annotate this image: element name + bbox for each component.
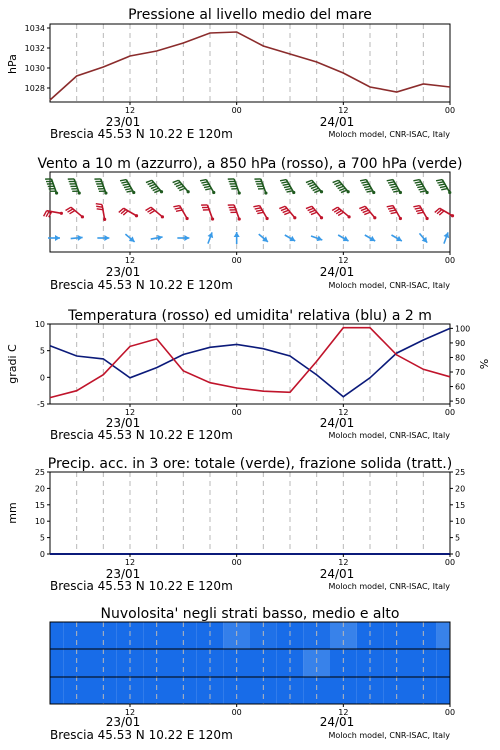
- wind-barb-feather: [306, 206, 312, 208]
- wind-date-2: 24/01: [319, 265, 355, 279]
- wind-barb-feather: [120, 180, 126, 181]
- wind-barb-feather: [96, 206, 102, 207]
- wind-barb-feather: [391, 212, 397, 213]
- x-tick-label: 12: [124, 558, 136, 567]
- wind-barb-tip: [160, 190, 163, 193]
- wind-barb-feather: [281, 208, 287, 210]
- wind-arrow-head-10m: [104, 235, 109, 241]
- cloud-xticks: [125, 704, 455, 717]
- wind-barb-feather: [124, 186, 130, 187]
- x-tick-label: 00: [444, 408, 456, 417]
- x-tick-label: 00: [231, 708, 242, 717]
- wind-barb-feather: [416, 184, 422, 185]
- wind-barb-tip: [373, 216, 376, 219]
- wind-barb-tip: [347, 215, 350, 218]
- x-tick-label: 00: [444, 558, 456, 567]
- wind-barb-tip: [212, 191, 215, 194]
- wind-barb-feather: [388, 208, 394, 209]
- cloud-location: Brescia 45.53 N 10.22 E 120m: [50, 728, 233, 742]
- wind-barb-feather: [413, 180, 419, 181]
- pressure-location: Brescia 45.53 N 10.22 E 120m: [50, 127, 233, 141]
- wind-barb-feather: [257, 212, 263, 213]
- y-tick-label: 15: [34, 500, 45, 510]
- wind-barb-feather: [280, 180, 286, 181]
- wind-barb-feather: [146, 180, 152, 182]
- cloud-cell-basso: [250, 677, 277, 704]
- cloud-cell-basso: [63, 677, 90, 704]
- wind-barb-feather: [360, 180, 366, 181]
- precip-frame: [50, 472, 450, 554]
- wind-barb-feather: [149, 184, 155, 186]
- wind-barb-feather: [415, 182, 421, 183]
- wind-barb-feather: [174, 182, 180, 184]
- wind-barb-feather: [96, 204, 102, 205]
- wind-barb-feather: [200, 180, 206, 181]
- wind-barb-tip: [238, 217, 241, 220]
- wind-barb-feather: [151, 186, 157, 188]
- x-tick-label: 12: [124, 256, 136, 265]
- wind-barb-tip: [187, 190, 190, 193]
- cloud-cell-basso: [277, 677, 304, 704]
- wind-barb-feather: [123, 184, 129, 185]
- cloud-date-2: 24/01: [319, 715, 355, 729]
- precip-title: Precip. acc. in 3 ore: totale (verde), frazione solida (tratt.): [47, 456, 453, 472]
- wind-barb-feather: [420, 191, 426, 192]
- y-tick-label: 5: [39, 533, 45, 543]
- wind-barb-feather: [255, 208, 261, 209]
- precip-yticks-right: [450, 468, 465, 559]
- temp-rh-location: Brescia 45.53 N 10.22 E 120m: [50, 428, 233, 442]
- wind-barb-feather: [413, 206, 419, 207]
- x-tick-label: 00: [444, 256, 456, 265]
- wind-barb-tip: [238, 191, 241, 194]
- y-tick-label: 10: [34, 320, 45, 329]
- cloud-cell-basso: [410, 677, 437, 704]
- wind-barb-feather: [153, 188, 159, 190]
- wind-barb-feather: [416, 210, 422, 211]
- temp-ylabel: gradi C: [6, 344, 19, 384]
- y-tick-label: 0: [39, 550, 45, 559]
- temp-rh-xticks: [125, 404, 455, 417]
- cloud-cell-basso: [330, 677, 357, 704]
- x-tick-label: 12: [124, 708, 136, 717]
- rh-yticks: [450, 324, 470, 406]
- wind-barb-tip: [320, 190, 323, 193]
- wind-barb-feather: [281, 182, 287, 183]
- x-tick-label: 12: [338, 106, 349, 115]
- wind-credit: Moloch model, CNR-ISAC, Italy: [328, 281, 450, 290]
- x-tick-label: 12: [338, 558, 349, 567]
- wind-barb-feather: [173, 180, 179, 182]
- wind-title: Vento a 10 m (azzurro), a 850 hPa (rosso), a 700 hPa (verde): [37, 156, 463, 172]
- cloud-cell-basso: [143, 677, 170, 704]
- x-tick-label: 12: [338, 256, 349, 265]
- wind-barb-feather: [419, 189, 425, 190]
- wind-barb-feather: [176, 210, 182, 211]
- wind-barb-feather: [361, 182, 367, 183]
- y-tick-label-right: 90: [455, 338, 466, 348]
- wind-barb-feather: [415, 208, 421, 209]
- wind-barb-feather: [363, 210, 369, 212]
- wind-barb-feather: [393, 191, 399, 192]
- cloud-cell-medio: [437, 649, 450, 677]
- cloud-cell-basso: [50, 677, 63, 704]
- wind-barb-feather: [365, 189, 371, 190]
- temp-yticks: [35, 320, 50, 409]
- temp-rh-gridlines: [77, 324, 424, 404]
- wind-barb-tip: [451, 214, 454, 217]
- wind-barb-feather: [392, 189, 398, 190]
- wind-location: Brescia 45.53 N 10.22 E 120m: [50, 278, 233, 292]
- y-tick-label: 1030: [24, 64, 45, 73]
- wind-barb-tip: [55, 191, 58, 194]
- cloud-title: Nuvolosita' negli strati basso, medio e alto: [100, 606, 400, 622]
- y-tick-label: 20: [34, 484, 45, 494]
- wind-barb-feather: [154, 190, 160, 192]
- y-tick-label-right: 20: [455, 484, 466, 494]
- cloud-cell-alto: [50, 622, 63, 649]
- pressure-panel: [6, 7, 455, 141]
- wind-barb-feather: [311, 186, 317, 188]
- wind-barb-feather: [387, 180, 393, 181]
- wind-barb-tip: [135, 214, 138, 217]
- wind-barb-feather: [437, 182, 443, 183]
- wind-arrow-head-10m: [184, 235, 189, 241]
- cloud-cell-basso: [357, 677, 384, 704]
- wind-barb-feather: [201, 182, 207, 183]
- pressure-line: [50, 32, 450, 100]
- wind-barb-feather: [148, 182, 154, 184]
- pressure-credit: Moloch model, CNR-ISAC, Italy: [328, 130, 450, 139]
- pressure-date-2: 24/01: [319, 115, 355, 129]
- wind-barbs: [44, 179, 454, 244]
- y-tick-label: 10: [34, 517, 45, 527]
- y-tick-label: 25: [34, 468, 45, 477]
- wind-barb-feather: [285, 189, 291, 190]
- y-tick-label: -5: [37, 400, 45, 409]
- y-tick-label-right: 0: [455, 550, 461, 559]
- y-tick-label-right: 15: [455, 500, 466, 510]
- wind-barb-feather: [283, 184, 289, 185]
- wind-barb-tip: [293, 216, 296, 219]
- cloud-cell-basso: [223, 677, 250, 704]
- precip-gridlines: [77, 472, 424, 554]
- wind-barb-tip: [60, 212, 63, 215]
- y-tick-label-right: 60: [455, 382, 466, 392]
- wind-xticks: [125, 252, 455, 265]
- x-tick-label: 00: [444, 708, 456, 717]
- y-tick-label-right: 25: [455, 468, 466, 477]
- x-tick-label: 12: [124, 106, 136, 115]
- x-tick-label: 12: [338, 708, 349, 717]
- wind-barb-feather: [308, 208, 314, 210]
- cloud-cells: [50, 622, 450, 704]
- pressure-yticks: [25, 24, 50, 93]
- wind-barb-feather: [205, 189, 211, 190]
- cloud-cell-basso: [170, 677, 197, 704]
- cloud-cell-basso: [303, 677, 330, 704]
- wind-barb-feather: [97, 209, 103, 210]
- wind-barb-tip: [347, 190, 350, 193]
- wind-barb-tip: [425, 217, 428, 220]
- y-tick-label-right: 10: [455, 517, 466, 527]
- wind-barb-feather: [283, 210, 289, 212]
- wind-barb-feather: [313, 188, 319, 190]
- y-tick-label-right: 50: [455, 397, 466, 407]
- wind-barb-feather: [333, 180, 339, 182]
- wind-barb-feather: [203, 184, 209, 185]
- y-tick-label-right: 100: [455, 324, 471, 334]
- cloud-cell-alto: [437, 622, 450, 649]
- wind-arrow-head-10m: [234, 232, 240, 237]
- precip-ylabel: mm: [6, 502, 19, 524]
- y-tick-label: 1034: [24, 24, 45, 33]
- pressure-ylabel: hPa: [6, 54, 19, 74]
- wind-barb-feather: [284, 212, 290, 214]
- wind-barb-feather: [387, 206, 393, 207]
- wind-barb-feather: [253, 206, 259, 207]
- cloud-credit: Moloch model, CNR-ISAC, Italy: [328, 731, 450, 740]
- wind-barb-tip: [399, 217, 402, 220]
- wind-barb-tip: [448, 191, 451, 194]
- rh-ylabel: %: [478, 358, 491, 370]
- wind-barb-tip: [78, 191, 81, 194]
- wind-arrow-head-10m: [55, 235, 60, 241]
- y-tick-label: 1032: [24, 44, 45, 53]
- wind-barb-feather: [363, 184, 369, 185]
- wind-barb-tip: [161, 215, 164, 218]
- precip-location: Brescia 45.53 N 10.22 E 120m: [50, 579, 233, 593]
- wind-barb-feather: [314, 190, 320, 192]
- cloud-cell-basso: [90, 677, 117, 704]
- wind-barb-feather: [389, 184, 395, 185]
- pressure-date-1: 23/01: [105, 115, 141, 129]
- x-tick-label: 00: [444, 106, 456, 115]
- wind-panel: [37, 156, 462, 292]
- pressure-title: Pressione al livello medio del mare: [128, 7, 372, 23]
- precip-date-1: 23/01: [105, 567, 141, 581]
- y-tick-label-right: 5: [455, 533, 461, 543]
- cloud-cell-basso: [197, 677, 224, 704]
- wind-barb-tip: [185, 217, 188, 220]
- x-tick-label: 12: [338, 408, 349, 417]
- cloud-cell-basso: [117, 677, 144, 704]
- temperature-line: [50, 328, 450, 398]
- wind-barb-feather: [178, 186, 184, 188]
- x-tick-label: 12: [124, 408, 136, 417]
- wind-barb-feather: [440, 186, 446, 187]
- wind-arrow-head-10m: [77, 235, 82, 241]
- x-tick-label: 00: [231, 558, 242, 567]
- wind-barb-feather: [361, 208, 367, 210]
- wind-barb-tip: [81, 215, 84, 218]
- wind-barb-feather: [204, 186, 210, 187]
- temp-rh-panel: [6, 308, 491, 442]
- wind-barb-feather: [341, 190, 347, 192]
- wind-barb-feather: [179, 188, 185, 190]
- wind-barb-tip: [264, 191, 267, 194]
- y-tick-label: 0: [39, 373, 45, 383]
- wind-barb-feather: [334, 182, 340, 184]
- wind-barb-feather: [364, 212, 370, 214]
- y-tick-label-right: 80: [455, 353, 466, 363]
- temp-rh-date-2: 24/01: [319, 416, 355, 430]
- wind-barb-tip: [320, 216, 323, 219]
- wind-barb-feather: [338, 186, 344, 188]
- wind-barb-feather: [279, 206, 285, 208]
- wind-barb-feather: [336, 184, 342, 186]
- temp-rh-credit: Moloch model, CNR-ISAC, Italy: [328, 431, 450, 440]
- cloud-cell-basso: [383, 677, 410, 704]
- wind-barb-feather: [439, 184, 445, 185]
- wind-barb-tip: [211, 217, 214, 220]
- precip-panel: [6, 456, 465, 593]
- precip-credit: Moloch model, CNR-ISAC, Italy: [328, 582, 450, 591]
- x-tick-label: 00: [231, 106, 242, 115]
- wind-date-1: 23/01: [105, 265, 141, 279]
- wind-barb-feather: [306, 180, 312, 182]
- pressure-gridlines: [77, 24, 424, 102]
- wind-barb-feather: [309, 184, 315, 186]
- pressure-xticks: [125, 102, 455, 115]
- wind-barb-feather: [309, 210, 315, 212]
- wind-barb-feather: [173, 206, 179, 207]
- temp-rh-date-1: 23/01: [105, 416, 141, 430]
- wind-barb-feather: [176, 184, 182, 186]
- wind-barb-feather: [175, 208, 181, 209]
- y-tick-label: 1028: [24, 84, 45, 93]
- y-tick-label-right: 70: [455, 368, 466, 377]
- wind-barb-feather: [436, 180, 442, 181]
- wind-barb-feather: [121, 182, 127, 183]
- wind-barb-feather: [441, 189, 447, 190]
- y-tick-label: 5: [39, 346, 45, 356]
- cloud-cell-medio: [50, 649, 63, 677]
- wind-barb-tip: [103, 218, 106, 221]
- x-tick-label: 00: [231, 408, 242, 417]
- wind-barb-tip: [104, 191, 107, 194]
- wind-frame: [50, 172, 450, 252]
- wind-barb-feather: [125, 189, 131, 190]
- x-tick-label: 00: [231, 256, 242, 265]
- wind-barb-feather: [417, 186, 423, 187]
- cloud-cell-basso: [437, 677, 450, 704]
- wind-barb-feather: [359, 206, 365, 208]
- cloud-date-1: 23/01: [105, 715, 141, 729]
- precip-xticks: [125, 554, 455, 567]
- temp-rh-title: Temperatura (rosso) ed umidita' relativa (blu) a 2 m: [68, 308, 432, 324]
- wind-barb-feather: [364, 186, 370, 187]
- humidity-line: [50, 328, 450, 396]
- precip-date-2: 24/01: [319, 567, 355, 581]
- wind-barb-feather: [256, 210, 262, 211]
- wind-barb-feather: [367, 191, 373, 192]
- wind-barb-feather: [284, 186, 290, 187]
- wind-barb-tip: [265, 217, 268, 220]
- wind-barb-feather: [287, 191, 293, 192]
- wind-barb-feather: [417, 212, 423, 213]
- precip-yticks-left: [35, 468, 50, 559]
- wind-barb-feather: [389, 210, 395, 211]
- wind-barb-feather: [339, 188, 345, 190]
- wind-barb-feather: [311, 212, 317, 214]
- cloud-panel: [50, 606, 455, 742]
- wind-barb-feather: [308, 182, 314, 184]
- wind-barb-feather: [391, 186, 397, 187]
- wind-barb-feather: [127, 191, 133, 192]
- wind-barb-feather: [388, 182, 394, 183]
